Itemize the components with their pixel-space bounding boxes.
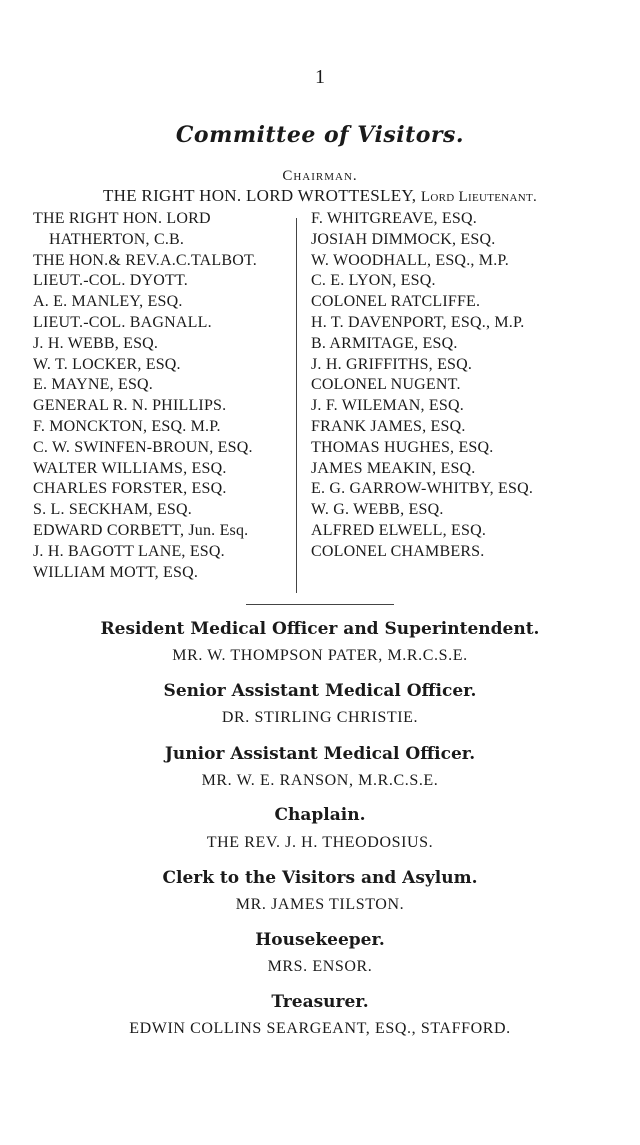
member-name: GENERAL R. N. PHILLIPS. (33, 397, 227, 415)
member-name: W. T. LOCKER, ESQ. (33, 355, 181, 373)
member-name: B. ARMITAGE, ESQ. (311, 334, 458, 352)
member-name: COLONEL NUGENT. (311, 376, 461, 394)
member-name: CHARLES FORSTER, ESQ. (33, 480, 227, 498)
member-name: EDWARD CORBETT, Jun. Esq. (33, 521, 249, 539)
chairman-name: THE RIGHT HON. LORD WROTTESLEY, (102, 186, 421, 205)
officer-name: MR. W. E. RANSON, M.R.C.S.E. (201, 772, 439, 789)
member-name: WALTER WILLIAMS, ESQ. (33, 459, 227, 477)
committee-title: Committee of Visitors. (175, 122, 465, 148)
member-name: JAMES MEAKIN, ESQ. (311, 459, 476, 477)
member-name: W. G. WEBB, ESQ. (311, 501, 444, 519)
member-name: THE RIGHT HON. LORD (33, 210, 211, 227)
members-right-column (311, 209, 631, 563)
officer-title-treasurer: Treasurer. (271, 992, 369, 1012)
chairman-line (0, 186, 640, 206)
member-name: COLONEL RATCLIFFE. (311, 293, 481, 311)
member-name: E. MAYNE, ESQ. (33, 376, 153, 394)
chairman-title: Lord Lieutenant. (420, 189, 538, 205)
member-name: LIEUT.-COL. DYOTT. (33, 272, 188, 290)
officer-title-clerk: Clerk to the Visitors and Asylum. (162, 868, 478, 888)
member-name: THOMAS HUGHES, ESQ. (311, 438, 494, 456)
member-name: WILLIAM MOTT, ESQ. (33, 563, 199, 581)
member-name: ALFRED ELWELL, ESQ. (311, 521, 487, 539)
officer-title-chaplain: Chaplain. (274, 805, 366, 825)
member-name: COLONEL CHAMBERS. (311, 542, 485, 560)
officer-title-senior-assistant: Senior Assistant Medical Officer. (163, 681, 477, 701)
member-name: W. WOODHALL, ESQ., M.P. (311, 251, 509, 269)
officer-name: MR. W. THOMPSON PATER, M.R.C.S.E. (172, 647, 468, 664)
member-name: JOSIAH DIMMOCK, ESQ. (311, 230, 496, 248)
member-name: HATHERTON, C.B. (49, 230, 185, 248)
section-divider (246, 604, 394, 605)
member-name: FRANK JAMES, ESQ. (311, 417, 466, 435)
member-name: E. G. GARROW-WHITBY, ESQ. (311, 480, 534, 498)
officer-name: THE REV. J. H. THEODOSIUS. (206, 834, 434, 851)
chairman-label: Chairman. (282, 168, 358, 184)
member-name: F. MONCKTON, ESQ. M.P. (33, 417, 221, 435)
column-divider (296, 218, 297, 593)
officer-title-housekeeper: Housekeeper. (255, 930, 385, 950)
officer-title-resident-medical-officer: Resident Medical Officer and Superintendent. (100, 619, 540, 639)
officer-name: MRS. ENSOR. (267, 958, 373, 975)
member-name: J. F. WILEMAN, ESQ. (311, 397, 464, 415)
member-name: F. WHITGREAVE, ESQ. (311, 210, 477, 227)
officer-title-junior-assistant: Junior Assistant Medical Officer. (164, 744, 476, 764)
member-name: H. T. DAVENPORT, ESQ., M.P. (311, 313, 525, 331)
members-left-column (33, 209, 295, 583)
member-name: THE HON.& REV.A.C.TALBOT. (33, 251, 258, 269)
officer-name: EDWIN COLLINS SEARGEANT, ESQ., STAFFORD. (129, 1020, 511, 1037)
member-name: A. E. MANLEY, ESQ. (33, 293, 183, 311)
officer-name: MR. JAMES TILSTON. (235, 896, 405, 913)
page-number: 1 (315, 66, 325, 88)
member-name: LIEUT.-COL. BAGNALL. (33, 313, 212, 331)
member-name: C. W. SWINFEN-BROUN, ESQ. (33, 438, 253, 456)
member-name: S. L. SECKHAM, ESQ. (33, 501, 192, 519)
member-name: J. H. GRIFFITHS, ESQ. (311, 355, 473, 373)
member-name: C. E. LYON, ESQ. (311, 272, 436, 290)
member-name: J. H. WEBB, ESQ. (33, 334, 159, 352)
member-name: J. H. BAGOTT LANE, ESQ. (33, 542, 225, 560)
officer-name: DR. STIRLING CHRISTIE. (221, 709, 419, 726)
